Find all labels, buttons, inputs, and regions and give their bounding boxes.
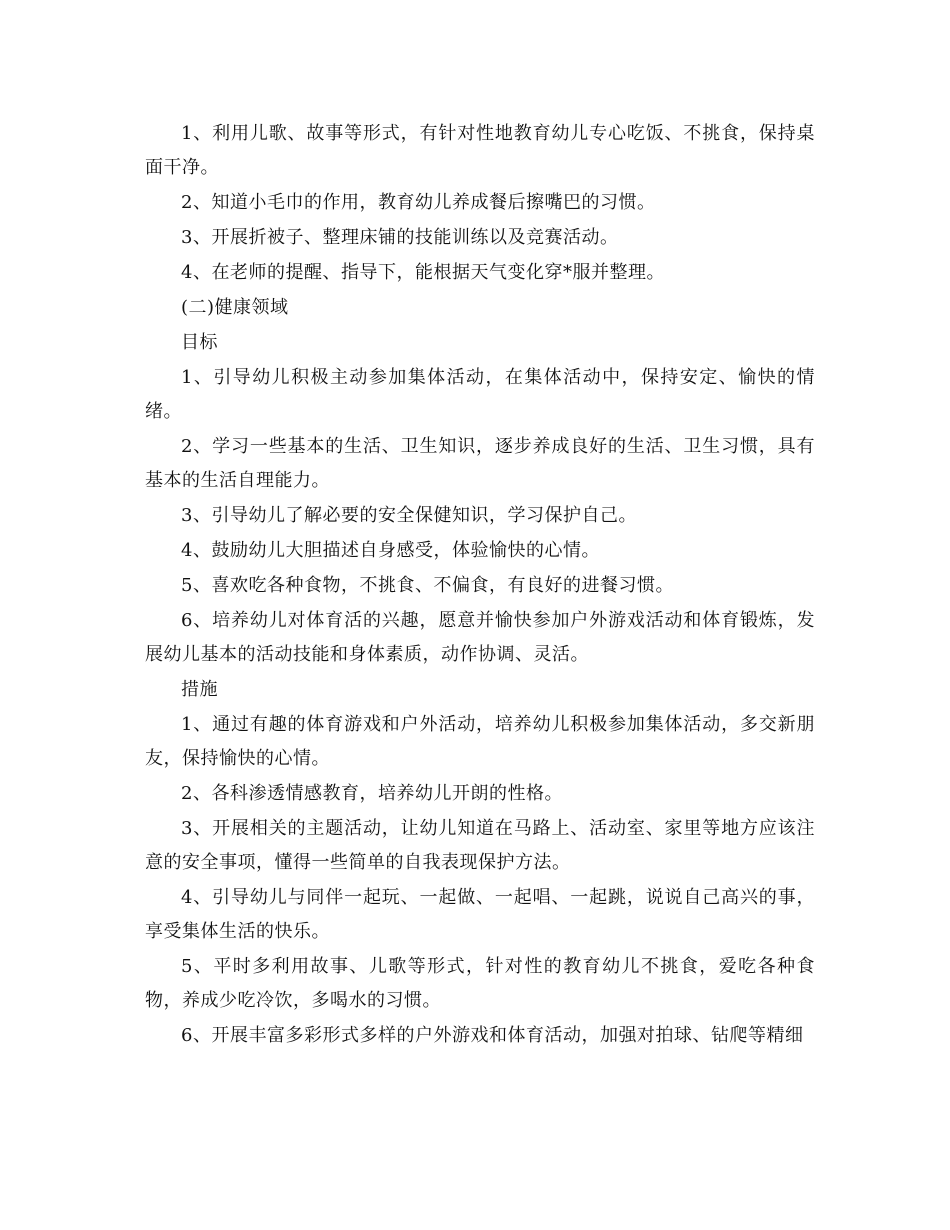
paragraph: 6、培养幼儿对体育活的兴趣，愿意并愉快参加户外游戏活动和体育锻炼，发展幼儿基本的活动技能和身体素质，动作协调、灵活。 [145,610,815,665]
paragraph: 2、各科渗透情感教育，培养幼儿开朗的性格。 [181,783,563,804]
paragraph: 5、喜欢吃各种食物，不挑食、不偏食，有良好的进餐习惯。 [181,575,674,596]
paragraph: 2、学习一些基本的生活、卫生知识，逐步养成良好的生活、卫生习惯，具有基本的生活自理能力。 [145,436,815,491]
paragraph: 4、引导幼儿与同伴一起玩、一起做、一起唱、一起跳，说说自己高兴的事，享受集体生活的快乐。 [145,887,815,942]
subsection-heading-goals: 目标 [181,332,218,353]
paragraph: 3、引导幼儿了解必要的安全保健知识，学习保护自己。 [181,505,637,526]
paragraph: 3、开展折被子、整理床铺的技能训练以及竞赛活动。 [181,227,619,248]
paragraph: 2、知道小毛巾的作用，教育幼儿养成餐后擦嘴巴的习惯。 [181,192,656,213]
paragraph: 4、在老师的提醒、指导下，能根据天气变化穿*服并整理。 [181,262,665,283]
subsection-heading-measures: 措施 [181,679,218,700]
paragraph: 6、开展丰富多彩形式多样的户外游戏和体育活动，加强对拍球、钻爬等精细 [181,1025,804,1046]
paragraph: 1、利用儿歌、故事等形式，有针对性地教育幼儿专心吃饭、不挑食，保持桌面干净。 [145,123,815,178]
paragraph: 1、通过有趣的体育游戏和户外活动，培养幼儿积极参加集体活动，多交新朋友，保持愉快的心情。 [145,714,815,769]
paragraph: 1、引导幼儿积极主动参加集体活动，在集体活动中，保持安定、愉快的情绪。 [145,367,815,422]
section-heading: (二)健康领域 [181,297,289,318]
document-body [145,117,815,1054]
paragraph: 3、开展相关的主题活动，让幼儿知道在马路上、活动室、家里等地方应该注意的安全事项，懂得一些简单的自我表现保护方法。 [145,818,815,873]
paragraph: 4、鼓励幼儿大胆描述自身感受，体验愉快的心情。 [181,540,600,561]
paragraph: 5、平时多利用故事、儿歌等形式，针对性的教育幼儿不挑食，爱吃各种食物，养成少吃冷饮，多喝水的习惯。 [145,956,815,1011]
